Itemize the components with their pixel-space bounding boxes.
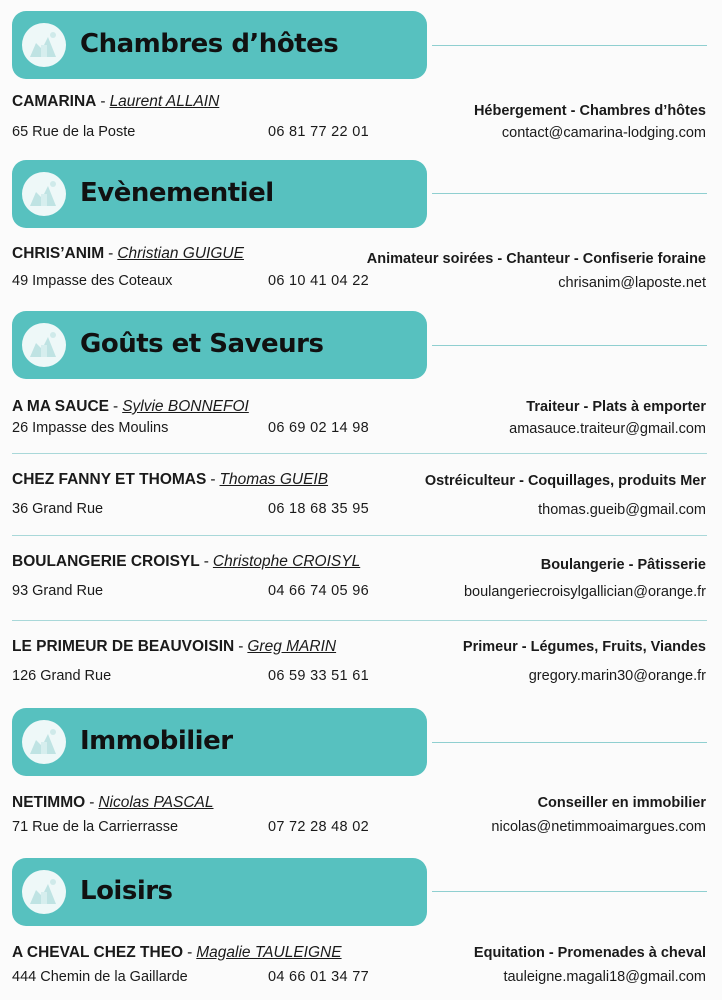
phone-number[interactable]: 06 10 41 04 22 (268, 273, 369, 289)
section-title: Immobilier (80, 726, 233, 756)
address: 71 Rue de la Carrierrasse (12, 819, 179, 835)
business-line (12, 553, 360, 571)
phone-number[interactable]: 06 59 33 51 61 (268, 668, 369, 684)
section-header-immobilier (12, 708, 427, 776)
business-name: CHRIS’ANIM (12, 245, 105, 262)
section-header-loisirs (12, 858, 427, 926)
business-category: Primeur - Légumes, Fruits, Viandes (462, 639, 706, 655)
section-header-chambres (12, 11, 427, 79)
address: 126 Grand Rue (12, 668, 112, 684)
separator: - (203, 553, 209, 570)
village-emblem-icon (22, 23, 66, 67)
separator: - (108, 245, 114, 262)
business-category: Conseiller en immobilier (537, 795, 706, 811)
business-line (12, 245, 244, 263)
village-emblem-icon (22, 172, 66, 216)
email-address[interactable]: nicolas@netimmoaimargues.com (491, 819, 706, 835)
contact-person-link[interactable]: Sylvie BONNEFOI (122, 398, 249, 415)
business-line (12, 471, 328, 489)
section-title: Chambres d’hôtes (80, 29, 339, 59)
business-line (12, 794, 214, 812)
separator: - (89, 794, 95, 811)
phone-number[interactable]: 04 66 74 05 96 (268, 583, 369, 599)
entry-divider (12, 453, 707, 454)
separator: - (210, 471, 216, 488)
business-line (12, 638, 336, 656)
phone-number[interactable]: 06 18 68 35 95 (268, 501, 369, 517)
separator: - (100, 93, 106, 110)
phone-number[interactable]: 04 66 01 34 77 (268, 969, 369, 985)
section-title: Evènementiel (80, 178, 274, 208)
address: 26 Impasse des Moulins (12, 420, 169, 436)
address: 49 Impasse des Coteaux (12, 273, 173, 289)
entry-divider (12, 535, 707, 536)
village-emblem-icon (22, 720, 66, 764)
email-address[interactable]: tauleigne.magali18@gmail.com (503, 969, 706, 985)
contact-person-link[interactable]: Greg MARIN (247, 638, 337, 655)
business-category: Traiteur - Plats à emporter (526, 399, 706, 415)
email-address[interactable]: contact@camarina-lodging.com (501, 125, 706, 141)
contact-person-link[interactable]: Christian GUIGUE (117, 245, 244, 262)
section-rule (432, 345, 707, 346)
phone-number[interactable]: 07 72 28 48 02 (268, 819, 369, 835)
business-name: A CHEVAL CHEZ THEO (12, 944, 184, 961)
contact-person-link[interactable]: Thomas GUEIB (219, 471, 329, 488)
business-name: A MA SAUCE (12, 398, 110, 415)
business-category: Ostréiculteur - Coquillages, produits Mer (424, 473, 706, 489)
entry-divider (12, 620, 707, 621)
section-rule (432, 742, 707, 743)
address: 36 Grand Rue (12, 501, 104, 517)
village-emblem-icon (22, 870, 66, 914)
phone-number[interactable]: 06 69 02 14 98 (268, 420, 369, 436)
email-address[interactable]: boulangeriecroisylgallician@orange.fr (463, 584, 706, 600)
separator: - (238, 638, 244, 655)
separator: - (113, 398, 119, 415)
business-name: NETIMMO (12, 794, 86, 811)
contact-person-link[interactable]: Magalie TAULEIGNE (196, 944, 342, 961)
section-title: Loisirs (80, 876, 173, 906)
business-name: LE PRIMEUR DE BEAUVOISIN (12, 638, 235, 655)
contact-person-link[interactable]: Christophe CROISYL (212, 553, 361, 570)
section-rule (432, 193, 707, 194)
phone-number[interactable]: 06 81 77 22 01 (268, 124, 369, 140)
address: 93 Grand Rue (12, 583, 104, 599)
business-name: CHEZ FANNY ET THOMAS (12, 471, 207, 488)
separator: - (187, 944, 193, 961)
business-category: Boulangerie - Pâtisserie (540, 557, 706, 573)
email-address[interactable]: thomas.gueib@gmail.com (538, 502, 706, 518)
business-category: Animateur soirées - Chanteur - Confiserie foraine (366, 251, 706, 267)
village-emblem-icon (22, 323, 66, 367)
contact-person-link[interactable]: Laurent ALLAIN (109, 93, 220, 110)
section-rule (432, 45, 707, 46)
email-address[interactable]: gregory.marin30@orange.fr (528, 668, 706, 684)
section-header-gouts-saveurs (12, 311, 427, 379)
business-line (12, 944, 342, 962)
address: 65 Rue de la Poste (12, 124, 136, 140)
email-address[interactable]: amasauce.traiteur@gmail.com (509, 421, 706, 437)
section-header-evenementiel (12, 160, 427, 228)
section-title: Goûts et Saveurs (80, 329, 324, 359)
business-name: CAMARINA (12, 93, 97, 110)
business-category: Hébergement - Chambres d’hôtes (473, 103, 706, 119)
business-category: Equitation - Promenades à cheval (473, 945, 706, 961)
section-rule (432, 891, 707, 892)
contact-person-link[interactable]: Nicolas PASCAL (98, 794, 214, 811)
business-line (12, 398, 249, 416)
business-line (12, 93, 219, 111)
business-name: BOULANGERIE CROISYL (12, 553, 200, 570)
address: 444 Chemin de la Gaillarde (12, 969, 188, 985)
email-address[interactable]: chrisanim@laposte.net (558, 275, 706, 291)
